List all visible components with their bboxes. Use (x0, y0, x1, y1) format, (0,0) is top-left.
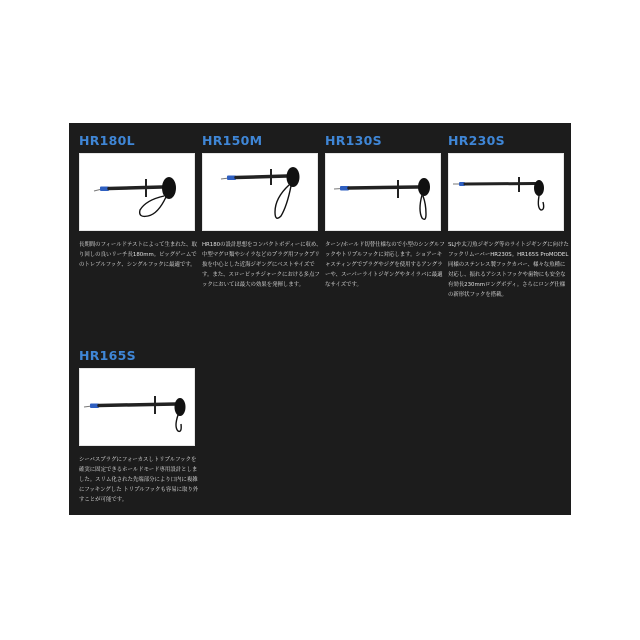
product-title: HR130S (325, 133, 382, 148)
product-description: ターン/ホールド切替仕様なので小型のシングルフックやトリプルフックに対応します。ショアーキャスティングでプラグやジグを使用するアングラーや、スーパーライトジギングやタイラバに最適なサイズです。 (325, 242, 445, 288)
product-photo[interactable] (202, 153, 318, 231)
product-photo[interactable] (79, 153, 195, 231)
product-card-hr230s (448, 133, 569, 300)
product-description: HR180の設計思想をコンパクトボディーに収め、中型マグロ類やシイラなどのプラグ用フックプリ抜を中心とした近海ジギングにベストサイズです。また、スローピッチジャークにおける多点フックにおいては最大の効果を発揮します。 (202, 242, 322, 288)
product-title: HR165S (79, 348, 136, 363)
product-card-hr165s (79, 348, 199, 505)
product-card-hr150m (202, 133, 322, 290)
product-photo[interactable] (325, 153, 441, 231)
product-photo[interactable] (79, 368, 195, 446)
product-description: SLJや太刀魚ジギング等のライトジギングに向けたフックリムーバーHR230S。HR165S ProMODEL同様のステンレス製フックカバー、様々な魚種に対応し、振れるアシストフックや歯物にも安全な有効長230mmロングボディ。さらにロング仕様の新形状フックを搭載。 (448, 242, 569, 298)
product-title: HR180L (79, 133, 135, 148)
product-card-hr130s (325, 133, 445, 290)
product-card-hr180l (79, 133, 195, 270)
hook-remover-photo-icon (449, 154, 563, 230)
product-title: HR230S (448, 133, 505, 148)
hook-remover-photo-icon (80, 154, 194, 230)
hook-remover-photo-icon (326, 154, 440, 230)
product-description: 長期間のフィールドテストによって生まれた、取り回しの良いリーチ長180mm。ビッグゲームでのトレブルフック、シングルフックに最適です。 (79, 242, 197, 268)
hook-remover-photo-icon (203, 154, 317, 230)
product-description: シーバスプラグにフォーカスしトリプルフックを確実に固定できるホールドモード専用設計としました。スリム化された先端部分により口内に複雑にフッキングした トリプルフックも容易に取り外すことが可能です。 (79, 457, 199, 503)
product-panel (69, 123, 571, 515)
product-title: HR150M (202, 133, 263, 148)
hook-remover-photo-icon (80, 369, 194, 445)
product-photo[interactable] (448, 153, 564, 231)
